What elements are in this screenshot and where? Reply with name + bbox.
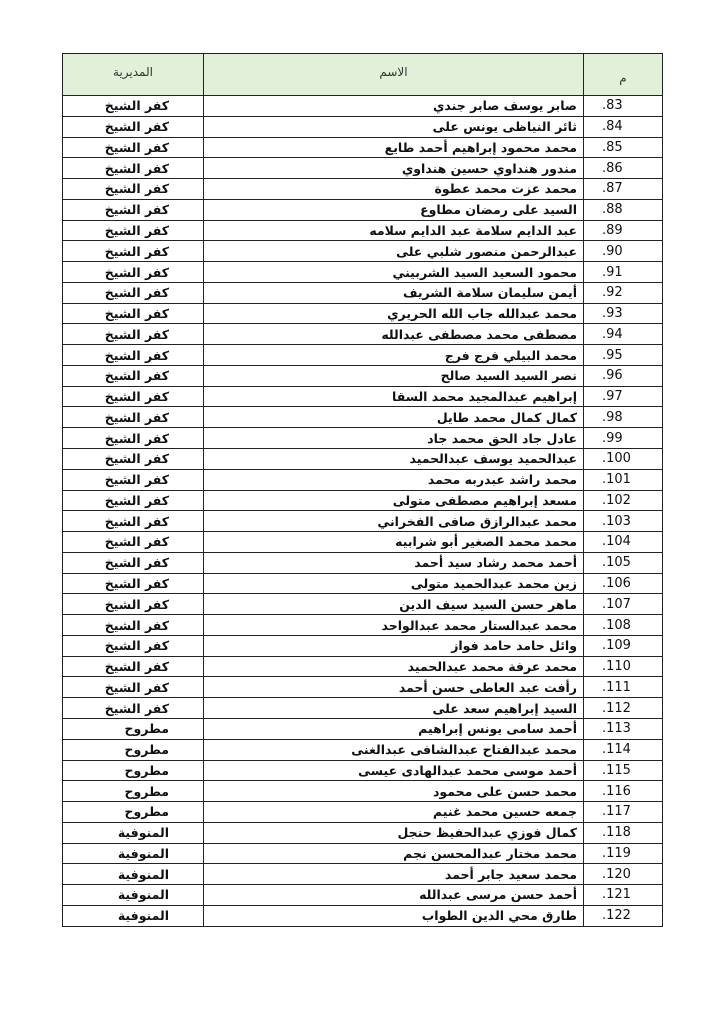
row-number: .104 [584,532,663,553]
row-number: .113 [584,718,663,739]
row-number: .83 [584,96,663,117]
table-row [63,116,663,137]
row-name: محمد محمود إبراهيم أحمد طايع [204,137,584,158]
row-number: .93 [584,303,663,324]
row-name: كمال كمال محمد طايل [204,407,584,428]
row-number: .84 [584,116,663,137]
row-name: مندور هنداوي حسين هنداوي [204,158,584,179]
row-directorate: كفر الشيخ [63,615,204,636]
row-directorate: مطروح [63,802,204,823]
table-row [63,449,663,470]
table-row [63,739,663,760]
row-directorate: كفر الشيخ [63,532,204,553]
header-directorate: المديرية [63,54,204,96]
table-row [63,822,663,843]
table-row [63,864,663,885]
row-directorate: كفر الشيخ [63,407,204,428]
row-number: .99 [584,428,663,449]
row-number: .91 [584,262,663,283]
row-directorate: كفر الشيخ [63,469,204,490]
row-name: طارق محي الدين الطواب [204,905,584,926]
row-number: .110 [584,656,663,677]
row-directorate: كفر الشيخ [63,552,204,573]
table-row [63,905,663,926]
row-number: .98 [584,407,663,428]
row-number: .86 [584,158,663,179]
row-number: .106 [584,573,663,594]
row-number: .120 [584,864,663,885]
row-name: أحمد حسن مرسى عبدالله [204,885,584,906]
row-name: محمد عبدالله جاب الله الحريري [204,303,584,324]
row-directorate: مطروح [63,781,204,802]
row-directorate: كفر الشيخ [63,386,204,407]
row-name: محمد عزت محمد عطوة [204,179,584,200]
table-row [63,718,663,739]
table-row [63,552,663,573]
table-row [63,407,663,428]
row-number: .102 [584,490,663,511]
table-row [63,843,663,864]
row-name: عبدالحميد يوسف عبدالحميد [204,449,584,470]
row-name: نصر السيد السيد صالح [204,365,584,386]
row-number: .121 [584,885,663,906]
row-name: السيد على رمضان مطاوع [204,199,584,220]
row-directorate: كفر الشيخ [63,428,204,449]
row-directorate: كفر الشيخ [63,698,204,719]
row-directorate: المنوفية [63,905,204,926]
row-number: .89 [584,220,663,241]
row-number: .90 [584,241,663,262]
row-directorate: مطروح [63,739,204,760]
row-number: .107 [584,594,663,615]
table-row [63,698,663,719]
row-number: .103 [584,511,663,532]
table-row [63,885,663,906]
row-directorate: كفر الشيخ [63,490,204,511]
row-number: .105 [584,552,663,573]
row-number: .118 [584,822,663,843]
row-name: أحمد موسى محمد عبدالهادى عيسى [204,760,584,781]
row-name: محمد عبدالرازق صافى الفخراني [204,511,584,532]
header-number: م [584,54,663,96]
row-name: عبد الدايم سلامة عبد الدايم سلامه [204,220,584,241]
row-directorate: كفر الشيخ [63,199,204,220]
row-name: عبدالرحمن منصور شلبي على [204,241,584,262]
row-directorate: كفر الشيخ [63,656,204,677]
row-number: .95 [584,345,663,366]
table-row [63,532,663,553]
row-number: .88 [584,199,663,220]
row-number: .94 [584,324,663,345]
row-directorate: كفر الشيخ [63,220,204,241]
row-directorate: كفر الشيخ [63,635,204,656]
table-row [63,282,663,303]
row-number: .116 [584,781,663,802]
row-number: .108 [584,615,663,636]
table-row [63,303,663,324]
table-row [63,96,663,117]
row-name: محمد عرفة محمد عبدالحميد [204,656,584,677]
row-name: محمود السعيد السيد الشربيني [204,262,584,283]
row-name: مصطفى محمد مصطفى عبدالله [204,324,584,345]
row-name: كمال فوزي عبدالحفيظ حنجل [204,822,584,843]
table-row [63,573,663,594]
table-row [63,490,663,511]
table-row [63,594,663,615]
row-directorate: كفر الشيخ [63,324,204,345]
table-row [63,511,663,532]
table-row [63,781,663,802]
table-row [63,386,663,407]
row-number: .85 [584,137,663,158]
row-name: محمد راشد عبدربه محمد [204,469,584,490]
row-name: أحمد سامى يونس إبراهيم [204,718,584,739]
header-name: الاسم [204,54,584,96]
row-name: ثائر النياظى يونس على [204,116,584,137]
row-directorate: كفر الشيخ [63,137,204,158]
row-name: محمد البيلي فرج فرج [204,345,584,366]
table-row [63,220,663,241]
row-directorate: كفر الشيخ [63,241,204,262]
row-name: محمد عبدالستار محمد عبدالواحد [204,615,584,636]
table-row [63,615,663,636]
row-name: محمد محمد الصغير أبو شرابيه [204,532,584,553]
row-directorate: كفر الشيخ [63,573,204,594]
row-number: .114 [584,739,663,760]
row-directorate: كفر الشيخ [63,677,204,698]
row-number: .109 [584,635,663,656]
table-row [63,760,663,781]
row-number: .119 [584,843,663,864]
table-row [63,137,663,158]
row-directorate: كفر الشيخ [63,282,204,303]
row-directorate: كفر الشيخ [63,116,204,137]
row-directorate: كفر الشيخ [63,365,204,386]
table-row [63,345,663,366]
row-number: .92 [584,282,663,303]
row-directorate: كفر الشيخ [63,158,204,179]
row-directorate: المنوفية [63,843,204,864]
table-row [63,199,663,220]
row-name: ماهر حسن السيد سيف الدين [204,594,584,615]
row-name: جمعه حسين محمد غنيم [204,802,584,823]
row-name: زين محمد عبدالحميد متولى [204,573,584,594]
row-number: .111 [584,677,663,698]
table-row [63,324,663,345]
row-number: .100 [584,449,663,470]
row-name: محمد حسن على محمود [204,781,584,802]
row-directorate: كفر الشيخ [63,262,204,283]
row-number: .122 [584,905,663,926]
row-directorate: المنوفية [63,885,204,906]
row-name: أيمن سليمان سلامة الشريف [204,282,584,303]
row-number: .112 [584,698,663,719]
row-number: .97 [584,386,663,407]
row-directorate: كفر الشيخ [63,345,204,366]
table-row [63,802,663,823]
row-directorate: كفر الشيخ [63,449,204,470]
table-row [63,677,663,698]
table-row [63,262,663,283]
table-row [63,428,663,449]
row-name: وائل حامد حامد فواز [204,635,584,656]
row-name: أحمد محمد رشاد سيد أحمد [204,552,584,573]
row-number: .87 [584,179,663,200]
row-name: محمد عبدالفتاح عبدالشافى عبدالغنى [204,739,584,760]
table-row [63,469,663,490]
row-number: .96 [584,365,663,386]
table-row [63,179,663,200]
table-row [63,241,663,262]
row-name: محمد مختار عبدالمحسن نجم [204,843,584,864]
table-row [63,656,663,677]
roster-body [63,96,663,927]
row-directorate: كفر الشيخ [63,96,204,117]
row-name: عادل جاد الحق محمد جاد [204,428,584,449]
table-row [63,635,663,656]
row-directorate: المنوفية [63,822,204,843]
header-row [63,54,663,96]
row-directorate: المنوفية [63,864,204,885]
row-directorate: مطروح [63,760,204,781]
row-name: إبراهيم عبدالمجيد محمد السقا [204,386,584,407]
row-directorate: مطروح [63,718,204,739]
row-number: .101 [584,469,663,490]
table-row [63,365,663,386]
row-name: السيد إبراهيم سعد على [204,698,584,719]
row-directorate: كفر الشيخ [63,179,204,200]
row-number: .115 [584,760,663,781]
row-number: .117 [584,802,663,823]
roster-sheet [62,53,662,927]
row-directorate: كفر الشيخ [63,594,204,615]
roster-table [62,53,663,927]
row-name: صابر يوسف صابر جندي [204,96,584,117]
row-name: رأفت عبد العاطى حسن أحمد [204,677,584,698]
row-directorate: كفر الشيخ [63,511,204,532]
row-directorate: كفر الشيخ [63,303,204,324]
row-name: مسعد إبراهيم مصطفى متولى [204,490,584,511]
row-name: محمد سعيد جابر أحمد [204,864,584,885]
table-row [63,158,663,179]
